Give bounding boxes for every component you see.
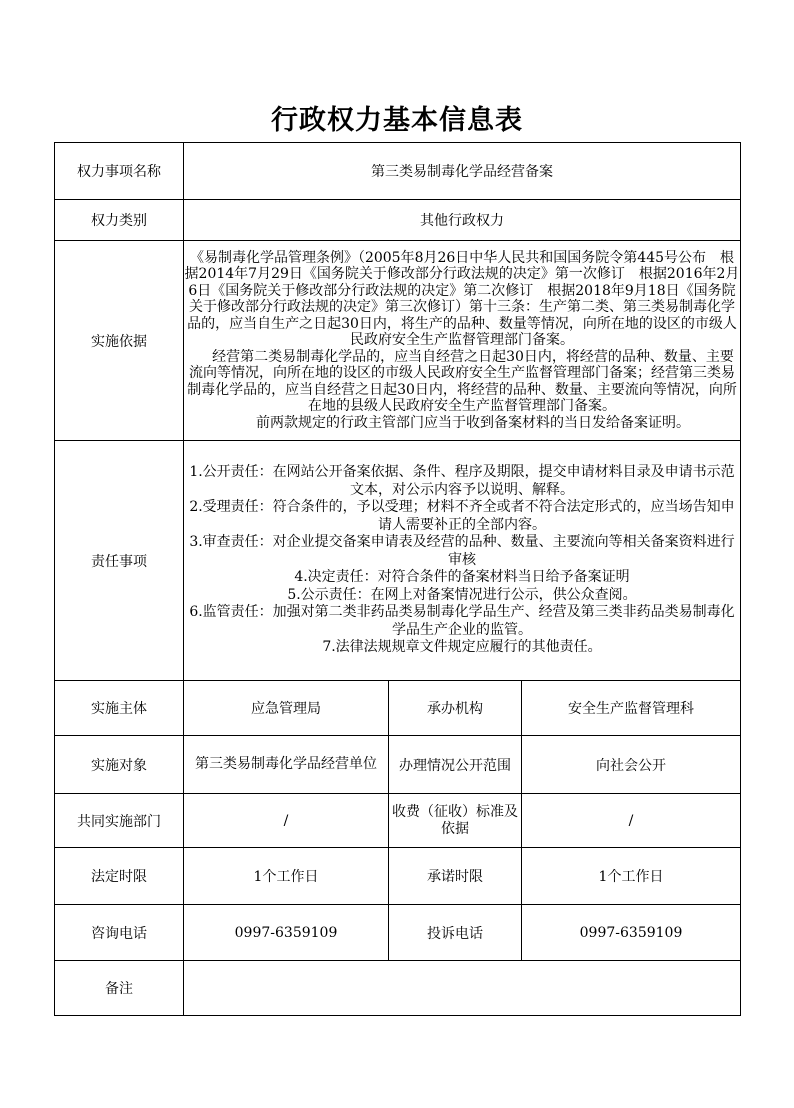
responsibility-item: 6.监管责任：加强对第二类非药品类易制毒化学品生产、经营及第三类非药品类易制毒化学品生产企业的监管。 [189, 604, 735, 638]
remarks-label: 备注 [55, 961, 184, 1016]
joint-dept-label: 共同实施部门 [55, 794, 184, 848]
subject-label: 实施主体 [55, 681, 184, 736]
fee-standard-label: 收费（征收）标准及依据 [389, 794, 522, 848]
responsibility-item: 2.受理责任：符合条件的，予以受理；材料不齐全或者不符合法定形式的，应当场告知申请人需要补正的全部内容。 [189, 499, 735, 533]
power-category-label: 权力类别 [55, 200, 184, 241]
row-target [55, 736, 741, 794]
row-responsibilities [55, 441, 741, 681]
power-category-value: 其他行政权力 [184, 200, 741, 241]
disclosure-scope-value: 向社会公开 [522, 736, 741, 794]
promised-limit-value: 1个工作日 [522, 848, 741, 905]
consult-phone-value: 0997-6359109 [184, 905, 389, 961]
row-remarks [55, 961, 741, 1016]
handling-unit-label: 承办机构 [389, 681, 522, 736]
responsibility-item: 7.法律法规规章文件规定应履行的其他责任。 [322, 639, 602, 656]
responsibility-item: 5.公示责任：在网上对备案情况进行公示，供公众查阅。 [287, 586, 637, 603]
power-name-value: 第三类易制毒化学品经营备案 [184, 143, 741, 200]
row-basis [55, 241, 741, 441]
legal-limit-value: 1个工作日 [184, 848, 389, 905]
basis-label: 实施依据 [55, 241, 184, 441]
responsibilities-value [184, 441, 741, 681]
legal-limit-label: 法定时限 [55, 848, 184, 905]
joint-dept-value: / [184, 794, 389, 848]
responsibility-item: 1.公开责任：在网站公开备案依据、条件、程序及期限，提交申请材料目录及申请书示范文本，对公示内容予以说明、解释。 [189, 464, 735, 498]
complaint-phone-value: 0997-6359109 [522, 905, 741, 961]
basis-paragraph: 《易制毒化学品管理条例》（2005年8月26日中华人民共和国国务院令第445号公布 根据2014年7月29日《国务院关于修改部分行政法规的决定》第一次修订 根据2016年2月6日《国务院关于修改部分行政法规的决定》第二次修订 根据2018年9月18日《国务院关于修改部分行政法规的决定》第三次修订）第十三条：生产第二类、第三类易制毒化学品的，应当自生产之日起30日内，将生产的品种、数量等情况，向所在地的设区的市级人民政府安全生产监督管理部门备案。 [184, 249, 740, 349]
page-title: 行政权力基本信息表 [271, 105, 523, 136]
responsibility-item: 4.决定责任：对符合条件的备案材料当日给予备案证明 [294, 569, 630, 586]
basis-paragraph: 前两款规定的行政主管部门应当于收到备案材料的当日发给备案证明。 [256, 414, 690, 431]
complaint-phone-label: 投诉电话 [389, 905, 522, 961]
row-legal-limit [55, 848, 741, 905]
basis-paragraph: 经营第二类易制毒化学品的，应当自经营之日起30日内，将经营的品种、数量、主要流向等情况，向所在地的设区的市级人民政府安全生产监督管理部门备案；经营第三类易制毒化学品的，应当自经营之日起30日内，将经营的品种、数量、主要流向等情况，向所在地的县级人民政府安全生产监督管理部门备案。 [187, 348, 737, 415]
disclosure-scope-label: 办理情况公开范围 [389, 736, 522, 794]
row-subject [55, 681, 741, 736]
basis-value [184, 241, 741, 441]
responsibility-item: 3.审查责任：对企业提交备案申请表及经营的品种、数量、主要流向等相关备案资料进行审核 [189, 534, 735, 568]
row-power-category [55, 200, 741, 241]
row-power-name [55, 143, 741, 200]
handling-unit-value: 安全生产监督管理科 [522, 681, 741, 736]
target-value: 第三类易制毒化学品经营单位 [184, 736, 389, 794]
promised-limit-label: 承诺时限 [389, 848, 522, 905]
target-label: 实施对象 [55, 736, 184, 794]
subject-value: 应急管理局 [184, 681, 389, 736]
consult-phone-label: 咨询电话 [55, 905, 184, 961]
info-table [54, 142, 741, 1016]
fee-standard-value: / [522, 794, 741, 848]
power-name-label: 权力事项名称 [55, 143, 184, 200]
row-joint-dept [55, 794, 741, 848]
remarks-value [184, 961, 741, 1016]
row-phone [55, 905, 741, 961]
responsibilities-label: 责任事项 [55, 441, 184, 681]
